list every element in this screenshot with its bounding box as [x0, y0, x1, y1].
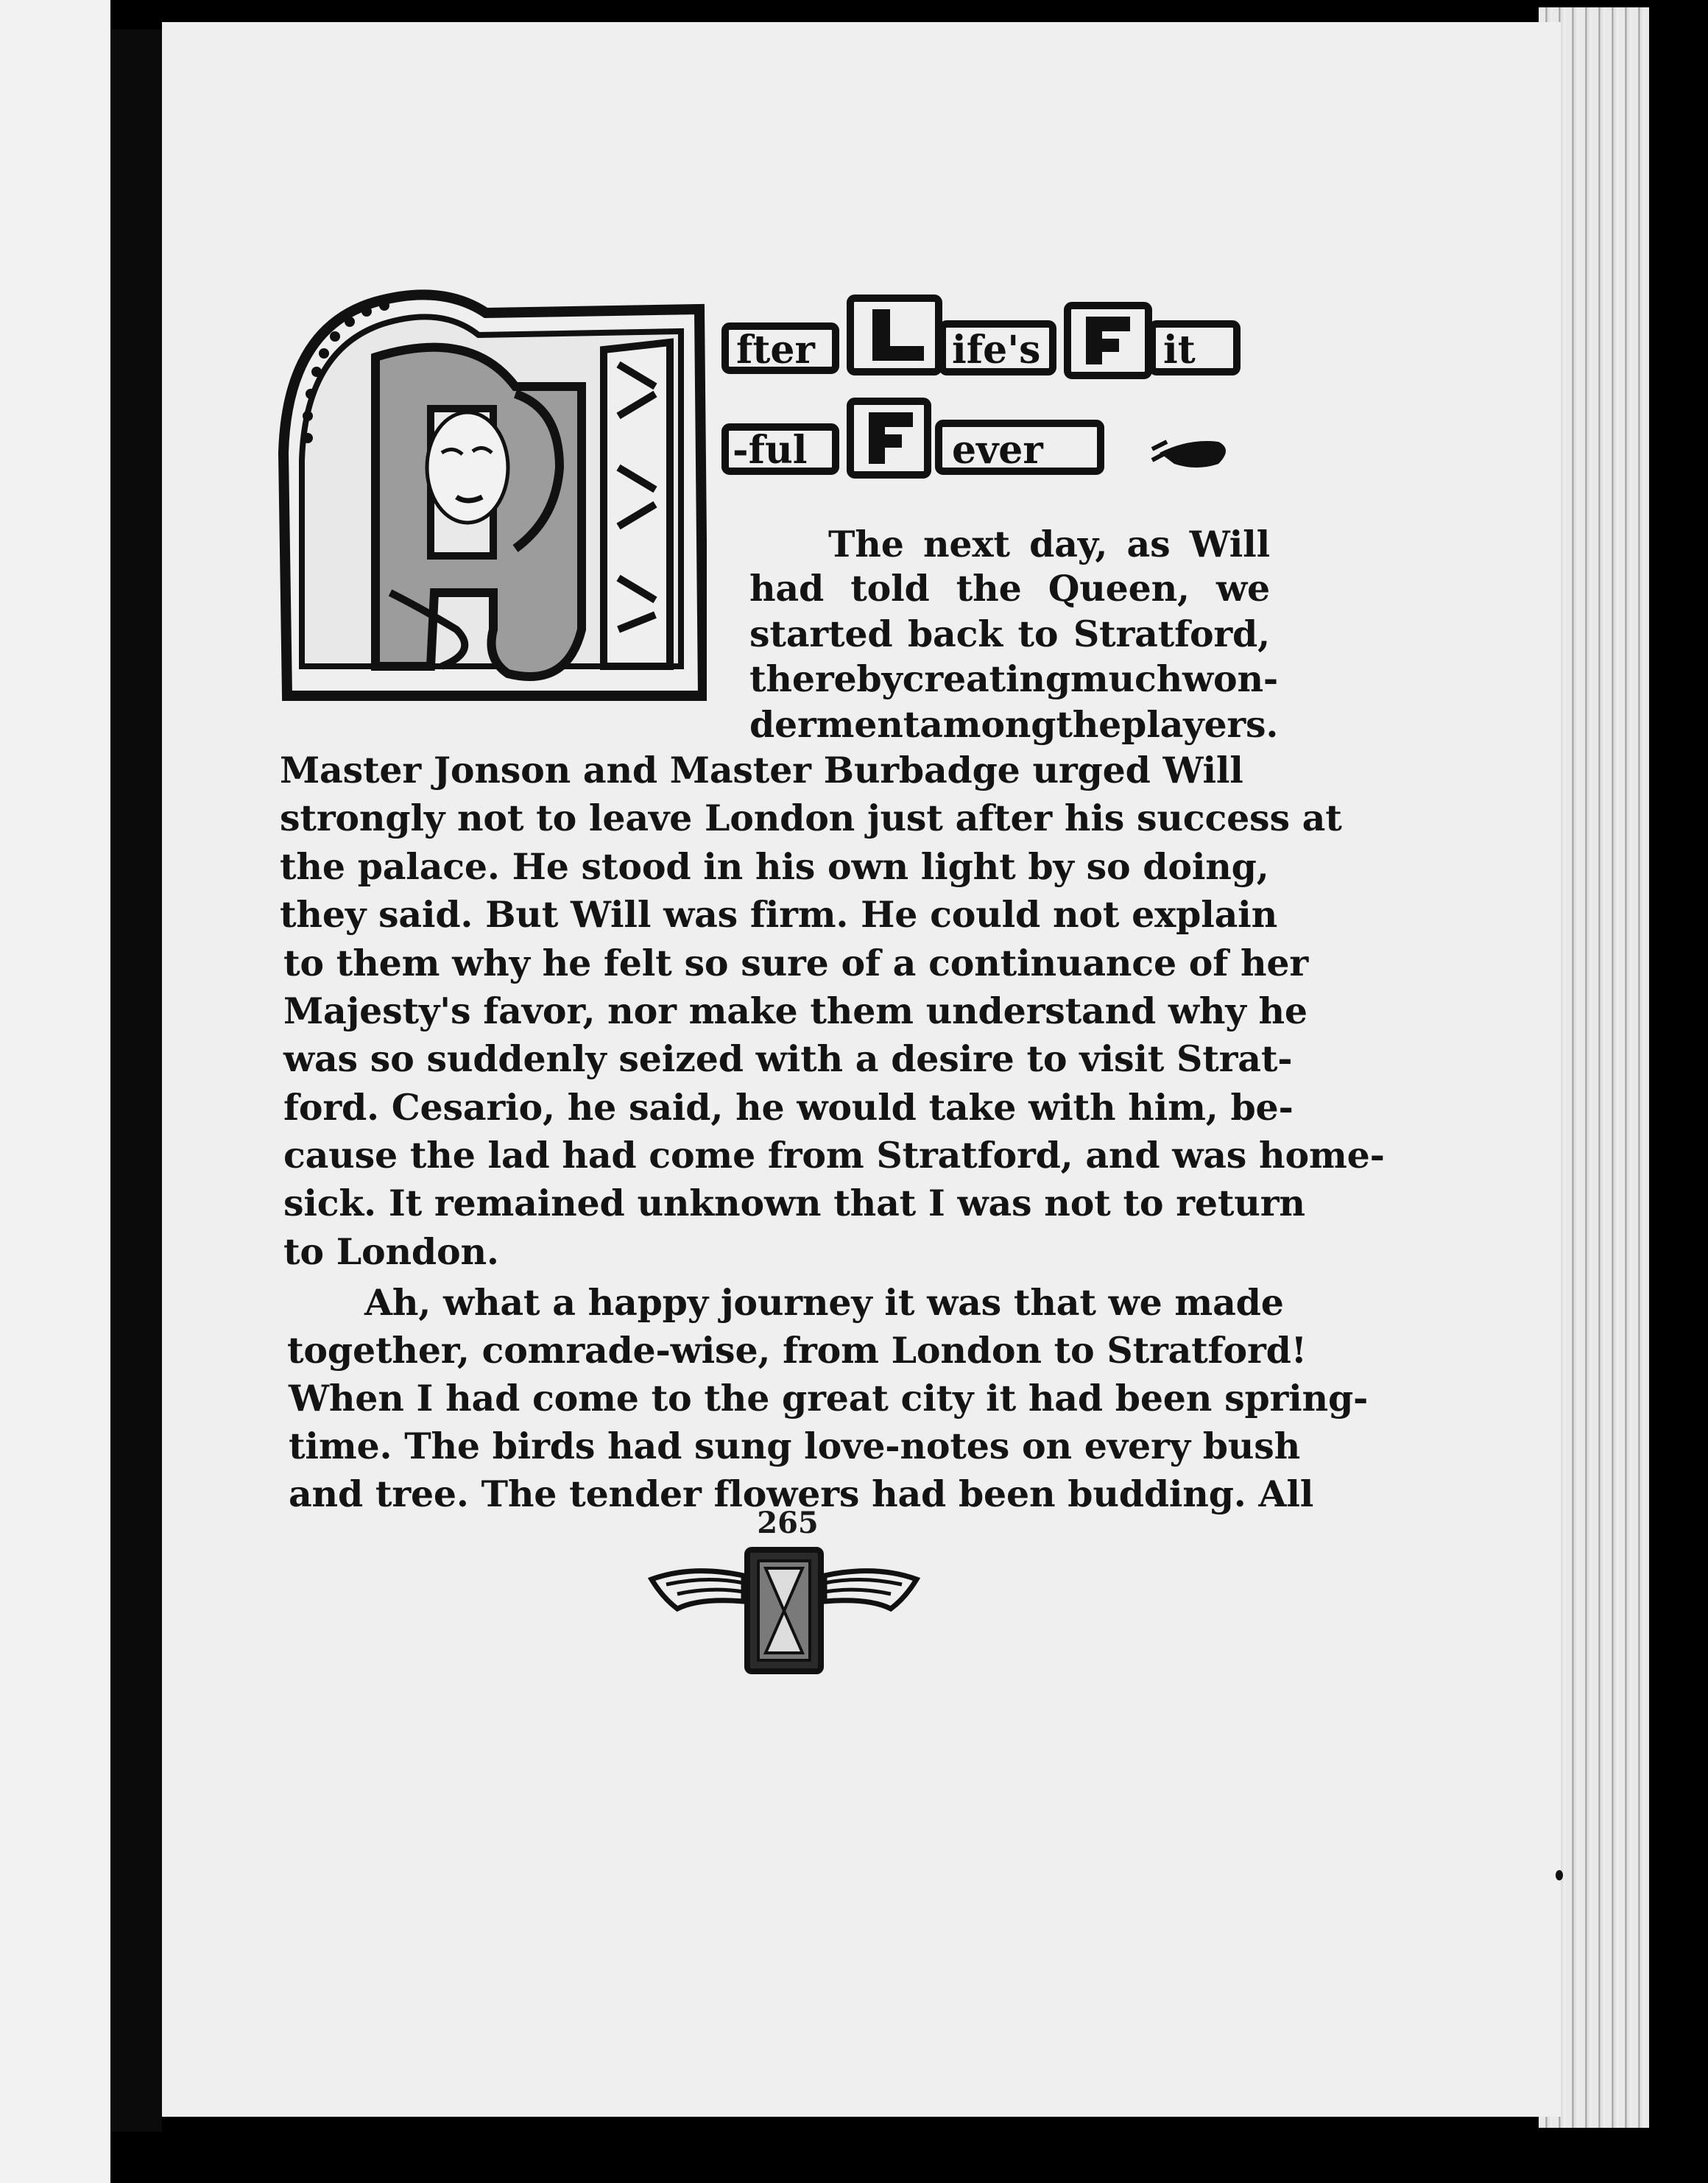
heading-part-it: it	[1163, 328, 1196, 373]
text-line: and tree. The tender flowers had been budding. All	[289, 1473, 1314, 1515]
text-line: they said. But Will was firm. He could not explain	[280, 893, 1278, 936]
heading-part-ifes: ife's	[952, 328, 1041, 373]
text-line: had told the Queen, we	[749, 567, 1270, 610]
text-line: together, comrade-wise, from London to Stratford!	[287, 1329, 1307, 1372]
text-line: to London.	[283, 1230, 499, 1273]
text-line: When I had come to the great city it had been spring-	[289, 1377, 1369, 1420]
text-line: time. The birds had sung love-notes on every bush	[289, 1425, 1301, 1467]
text-line: the palace. He stood in his own light by so doing,	[280, 845, 1269, 888]
text-line: to them why he felt so sure of a continuance of her	[283, 942, 1309, 984]
text-line: The next day, as Will	[828, 523, 1270, 565]
text-line: thereby creating much won-	[749, 657, 1279, 700]
scan-speck	[1556, 1870, 1563, 1880]
text-line: Ah, what a happy journey it was that we made	[364, 1281, 1284, 1324]
text-line: ford. Cesario, he said, he would take with him, be-	[283, 1086, 1294, 1129]
heading-part-ever: ever	[952, 428, 1043, 473]
text-line: started back to Stratford,	[749, 613, 1270, 655]
text-line: Master Jonson and Master Burbadge urged Will	[280, 749, 1243, 791]
text-line: was so suddenly seized with a desire to visit Strat-	[283, 1037, 1293, 1080]
text-line: sick. It remained unknown that I was not to return	[283, 1182, 1305, 1224]
text-line: derment among the players.	[749, 703, 1279, 746]
text-line: cause the lad had come from Stratford, and was home-	[283, 1134, 1385, 1177]
page-number: 265	[757, 1506, 819, 1540]
winged-hourglass-tailpiece-icon	[648, 1546, 920, 1675]
heading-part-fter: fter	[736, 328, 815, 373]
text-line: strongly not to leave London just after his success at	[280, 797, 1342, 839]
text-line: Majesty's favor, nor make them understand why he	[283, 990, 1308, 1032]
heading-part-ful: -ful	[733, 428, 808, 473]
